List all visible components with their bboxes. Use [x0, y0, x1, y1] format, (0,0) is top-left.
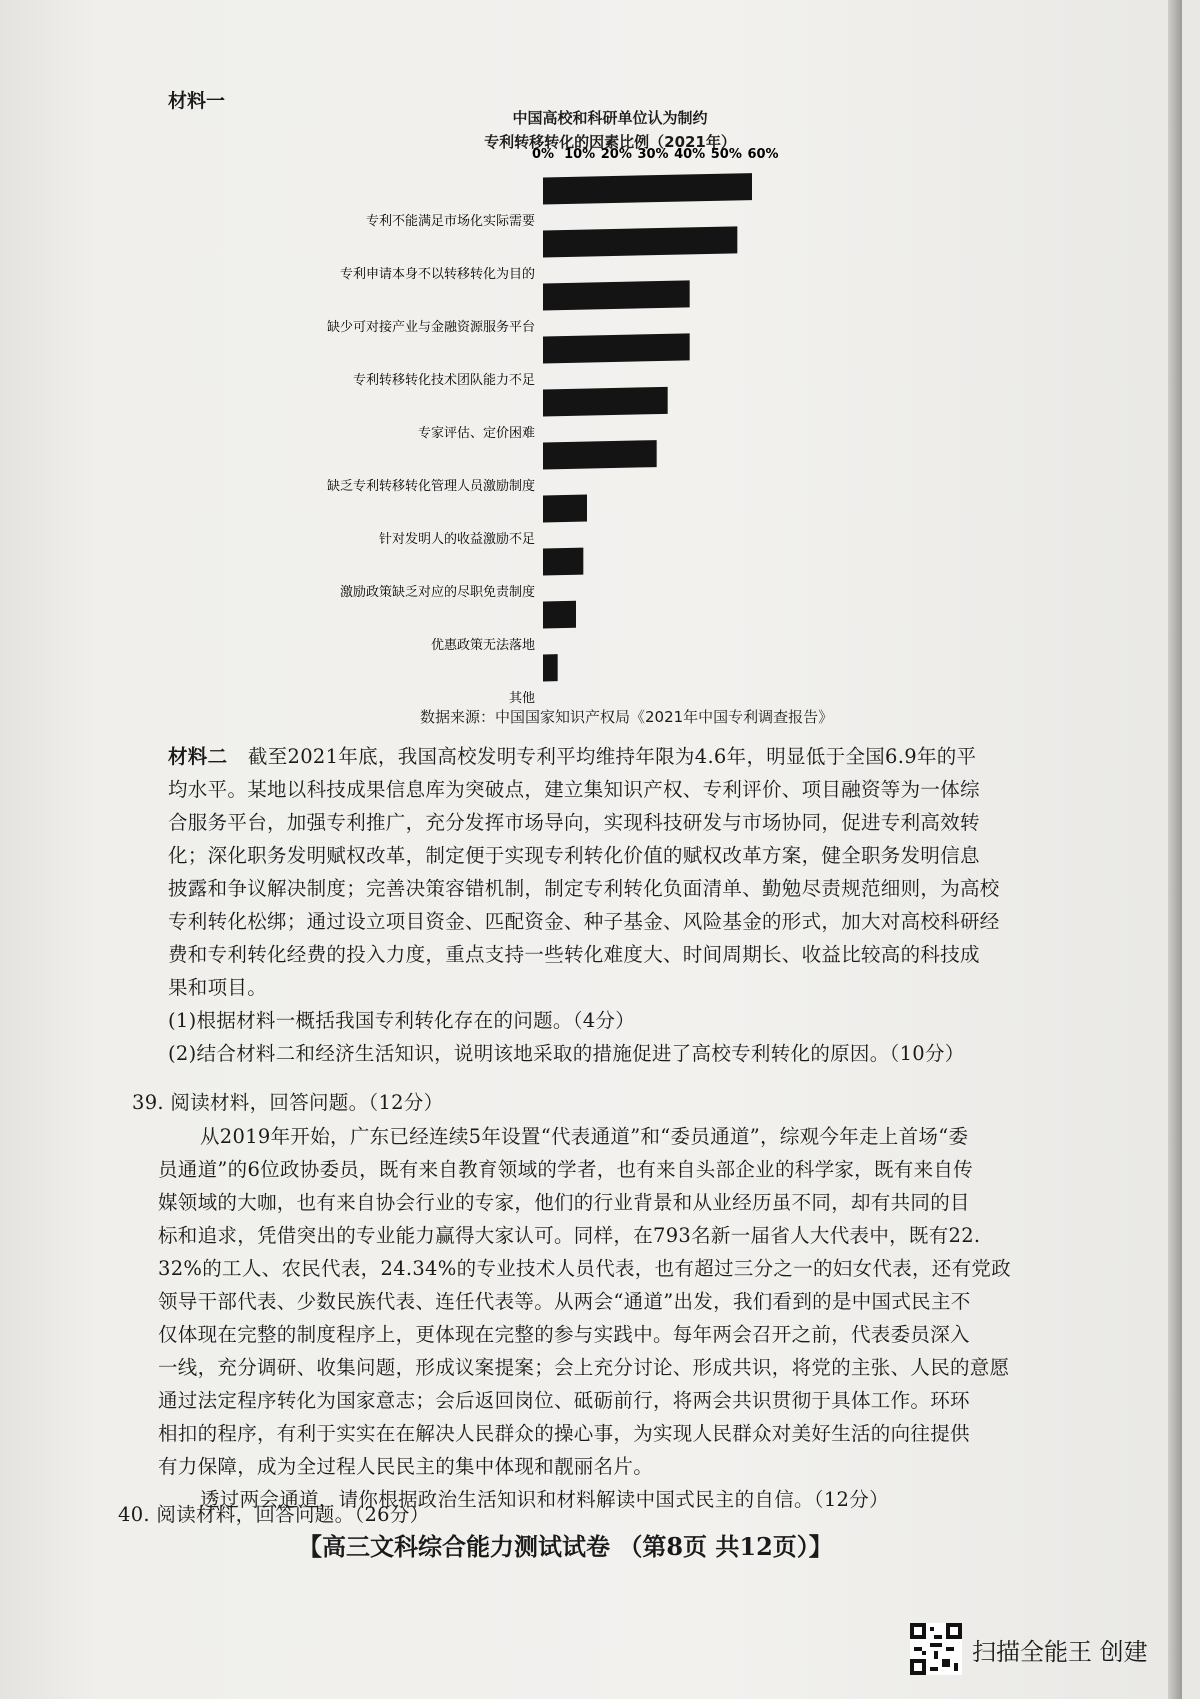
material2-label: 材料二 — [168, 745, 228, 768]
material2-line-6: 专利转化松绑；通过设立项目资金、匹配资金、种子基金、风险基金的形式，加大对高校科研经 — [168, 910, 1000, 933]
bar — [543, 654, 558, 681]
scanner-text: 扫描全能王 创建 — [972, 1637, 1148, 1666]
material2-text: 截至2021年底，我国高校发明专利平均维持年限为4.6年，明显低于全国6.9年的平 — [247, 745, 977, 768]
bar — [543, 548, 583, 576]
category-label: 缺乏专利转移转化管理人员激励制度 — [326, 479, 535, 494]
x-tick-label: 60% — [747, 147, 779, 162]
bar — [543, 226, 737, 257]
material2-line-4: 化；深化职务发明赋权改革，制定便于实现专利转化价值的赋权改革方案，健全职务发明信息 — [168, 844, 980, 867]
bar — [543, 280, 690, 310]
category-label: 专利申请本身不以转移转化为目的 — [339, 267, 535, 282]
patent-factor-bar-chart — [326, 130, 830, 706]
q39-line-2: 员通道”的6位政协委员，既有来自教育领域的学者，也有来自头部企业的科学家，既有来自传 — [158, 1158, 973, 1181]
category-label: 专利不能满足市场化实际需要 — [365, 214, 535, 229]
question-38-1: (1)根据材料一概括我国专利转化存在的问题。（4分） — [168, 1009, 636, 1032]
scan-edge-shadow — [1168, 0, 1182, 1699]
q39-line-10: 相扣的程序，有利于实实在在解决人民群众的操心事，为实现人民群众对美好生活的向往提供 — [158, 1422, 970, 1445]
x-tick-label: 0% — [531, 147, 555, 162]
material2-line-8: 果和项目。 — [168, 976, 268, 999]
qr-code-icon — [910, 1623, 962, 1675]
category-label: 其他 — [508, 691, 535, 706]
category-label: 针对发明人的收益激励不足 — [378, 532, 535, 547]
material2-line-7: 费和专利转化经费的投入力度，重点支持一些转化难度大、时间周期长、收益比较高的科技成 — [168, 943, 980, 966]
material2-line-5: 披露和争议解决制度；完善决策容错机制，制定专利转化负面清单、勤勉尽责规范细则，为高校 — [168, 877, 1000, 900]
chart-title-line2: 专利转移转化的因素比例（2021年） — [484, 133, 736, 151]
q39-line-11: 有力保障，成为全过程人民民主的集中体现和靓丽名片。 — [158, 1455, 654, 1478]
category-label: 优惠政策无法落地 — [430, 638, 535, 653]
material2-line-1 — [168, 740, 976, 773]
bar — [543, 387, 668, 417]
q39-line-3: 媒领域的大咖，也有来自协会行业的专家，他们的行业背景和从业经历虽不同，却有共同的目 — [158, 1191, 970, 1214]
material2-line-2: 均水平。某地以科技成果信息库为突破点，建立集知识产权、专利评价、项目融资等为一体综 — [168, 778, 980, 801]
q39-line-7: 仅体现在完整的制度程序上，更体现在完整的参与实践中。每年两会召开之前，代表委员深入 — [158, 1323, 970, 1346]
material2-line-3: 合服务平台，加强专利推广，充分发挥市场导向，实现科技研发与市场协同，促进专利高效转 — [168, 811, 980, 834]
bar — [543, 601, 576, 629]
material1-label: 材料一 — [168, 90, 226, 112]
question-40-heading: 40. 阅读材料，回答问题。（26分） — [118, 1503, 430, 1526]
q39-line-6: 领导干部代表、少数民族代表、连任代表等。从两会“通道”出发，我们看到的是中国式民主不 — [158, 1290, 971, 1313]
category-label: 专家评估、定价困难 — [417, 426, 535, 441]
bar — [543, 173, 752, 204]
bar — [543, 333, 690, 363]
q39-line-8: 一线，充分调研、收集问题，形成议案提案；会上充分讨论、形成共识，将党的主张、人民的意愿 — [158, 1356, 1010, 1379]
q39-question: 透过两会通道，请你根据政治生活知识和材料解读中国式民主的自信。（12分） — [200, 1488, 889, 1511]
category-label: 激励政策缺乏对应的尽职免责制度 — [339, 585, 535, 600]
q39-line-4: 标和追求，凭借突出的专业能力赢得大家认可。同样，在793名新一届省人大代表中，既有22. — [158, 1224, 981, 1247]
page-footer: 【高三文科综合能力测试试卷 （第8页 共12页）】 — [298, 1532, 833, 1561]
q39-line-1: 从2019年开始，广东已经连续5年设置“代表通道”和“委员通道”，综观今年走上首场“委 — [200, 1125, 969, 1148]
bar — [543, 495, 587, 523]
chart-title-line1: 中国高校和科研单位认为制约 — [512, 109, 708, 127]
question-39-heading: 39. 阅读材料，回答问题。（12分） — [132, 1091, 444, 1114]
q39-line-5: 32%的工人、农民代表，24.34%的专业技术人员代表，也有超过三分之一的妇女代表，还有党政 — [158, 1257, 1011, 1280]
category-label: 专利转移转化技术团队能力不足 — [352, 373, 535, 388]
x-tick-label: 40% — [674, 147, 706, 162]
x-tick-label: 50% — [710, 147, 742, 162]
question-38-2: (2)结合材料二和经济生活知识，说明该地采取的措施促进了高校专利转化的原因。（10分） — [168, 1042, 965, 1065]
category-label: 缺少可对接产业与金融资源服务平台 — [326, 320, 535, 335]
x-tick-label: 10% — [564, 147, 596, 162]
x-tick-label: 30% — [637, 147, 669, 162]
chart-source: 数据来源：中国国家知识产权局《2021年中国专利调查报告》 — [420, 708, 834, 726]
scanner-watermark — [910, 1623, 1148, 1675]
q39-line-9: 通过法定程序转化为国家意志；会后返回岗位、砥砺前行，将两会共识贯彻于具体工作。环环 — [158, 1389, 970, 1412]
x-tick-label: 20% — [600, 147, 632, 162]
bar — [543, 440, 657, 469]
